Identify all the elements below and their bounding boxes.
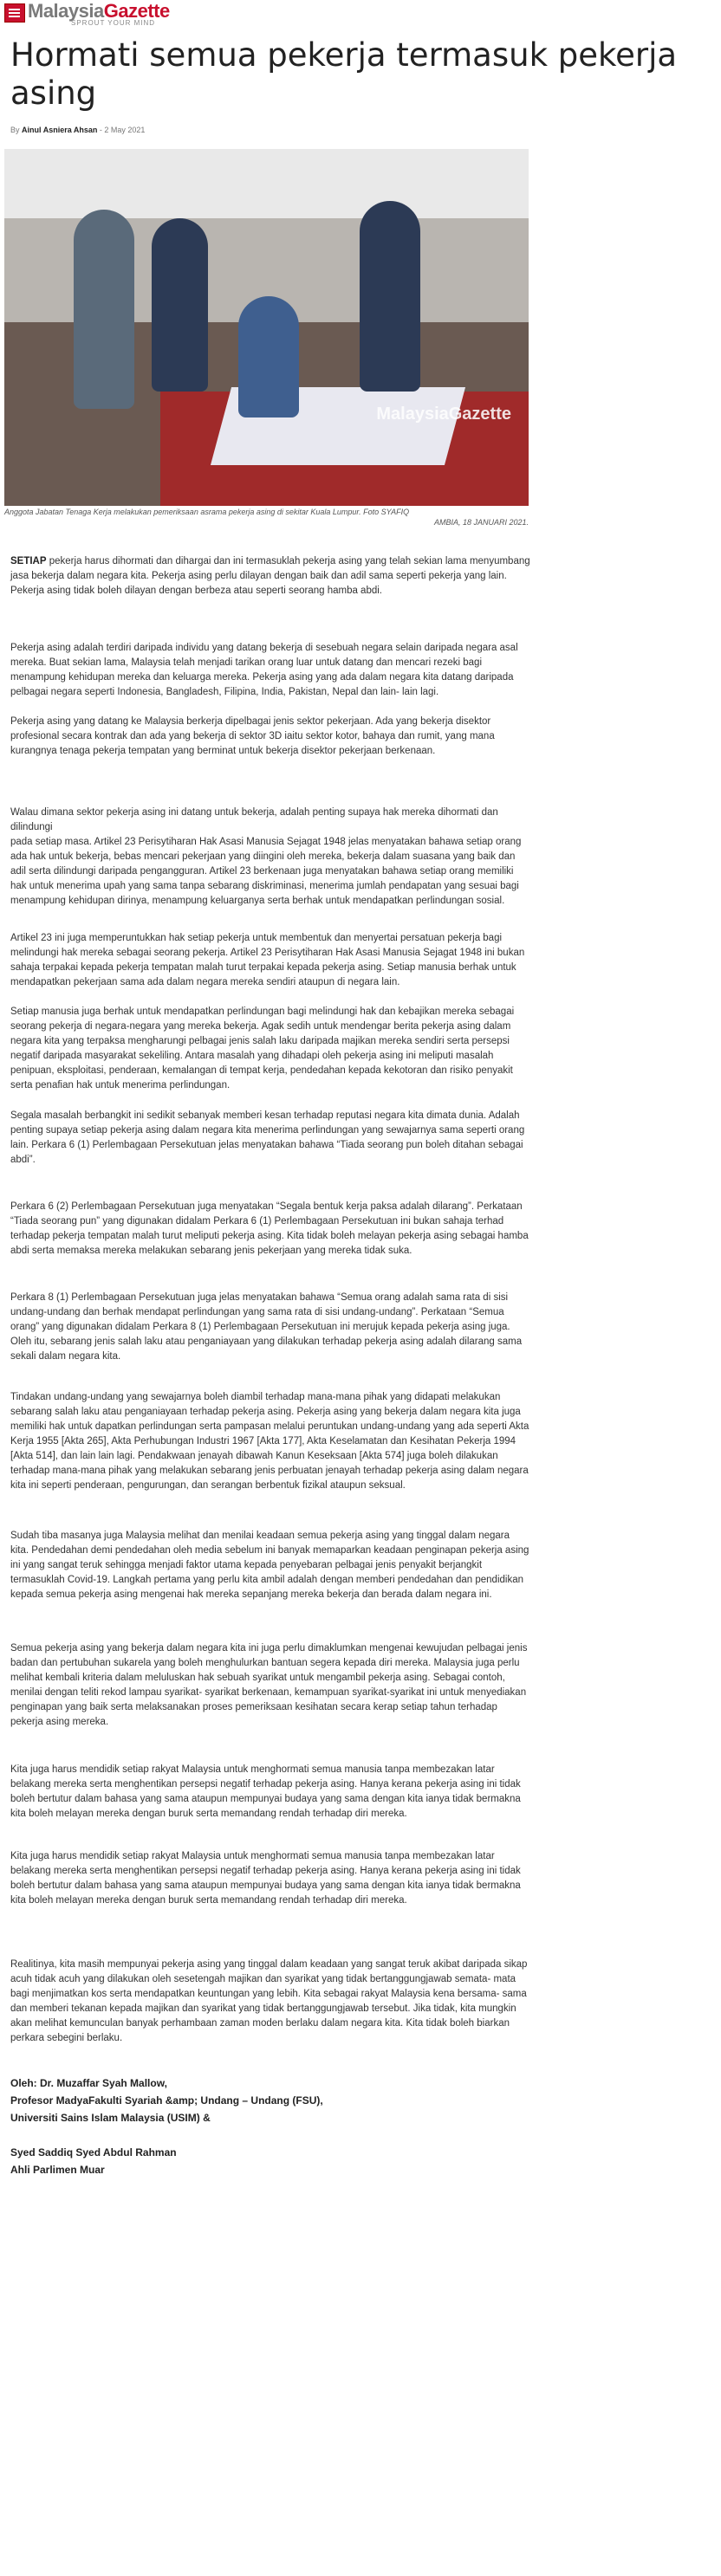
paragraph-5: Artikel 23 ini juga memperuntukkan hak setiap pekerja untuk membentuk dan menyertai persatuan pekerja bagi melindungi hak mereka sebagai seorang pekerja. Artikel 23 Perisytiharan Hak Asasi Manusia Sejagat 1948 ini bukan sahaja terpakai kepada pekerja tempatan malah turut terpakai kepada pekerja asing. Setiap manusia berhak untuk mendapatkan pekerjaan sama ada dalam negara mereka sendiri ataupun di negara lain. [10, 933, 525, 987]
paragraph-7: Segala masalah berbangkit ini sedikit sebanyak memberi kesan terhadap reputasi negara kita dimata dunia. Adalah penting supaya setiap pekerja asing dalam negara kita menerima perlindungan yang sewajarnya sama seperti orang lain. Perkara 6 (1) Perlembagaan Persekutuan jelas menyatakan bahawa “Tiada seorang pun boleh ditahan sebagai abdi”. [10, 1110, 525, 1165]
paragraph-4: Walau dimana sektor pekerja asing ini datang untuk bekerja, adalah penting supaya hak mereka dihormati dan dilindungi pada setiap masa. Artikel 23 Perisytiharan Hak Asasi Manusia Sejagat 1948 jelas menyatakan bahawa setiap orang ada hak untuk bekerja, bebas mencari pekerjaan yang diingini oleh mereka, bekerja dalam suasana yang baik dan adil serta dilindungi daripada pengangguran. Artikel 23 berkenaan juga menyatakan bahawa setiap orang memiliki hak untuk menerima upah yang sama tanpa sebarang diskriminasi, menerima jumlah pendapatan yang sesuai bagi menampung kehidupan dirinya, menampung keluarganya serta berhak untuk mendapatkan perlindungan sosial. [10, 807, 522, 906]
paragraph-2: Pekerja asing adalah terdiri daripada individu yang datang bekerja di sesebuah negara selain daripada negara asal mereka. Buat sekian lama, Malaysia telah menjadi tarikan orang luar untuk datang dan mencari rezeki bagi menampung kehidupan mereka dan keluarga mereka. Pekerja asing yang ada dalam negara kita datang daripada pelbagai negara seperti Indonesia, Bangladesh, Filipina, India, Pakistan, Nepal dan lain- lain lagi. [10, 643, 518, 697]
photo-watermark: MalaysiaGazette [376, 405, 511, 424]
article-photo [4, 149, 529, 506]
logo-icon [4, 3, 25, 23]
paragraph-12: Semua pekerja asing yang bekerja dalam negara kita ini juga perlu dimaklumkan mengenai kewujudan pelbagai jenis badan dan pertubuhan sukarela yang boleh menghulurkan bantuan segera kepada diri mereka. Malaysia juga perlu melihat kembali kriteria dalam meluluskan hak sebuah syarikat untuk mengambil pekerja asing. Sebagai contoh, menilai dengan teliti rekod lampau syarikat- syarikat berkenaan, kemampuan syarikat-syarikat ini untuk menyediakan penginapan yang baik serta melaksanakan proses pemeriksaan kesihatan secara kerap setiap tahun terhadap pekerja asing mereka. [10, 1643, 528, 1727]
signature-line-5: Ahli Parlimen Muar [10, 2164, 105, 2176]
paragraph-15: Realitinya, kita masih mempunyai pekerja asing yang tinggal dalam keadaan yang sangat teruk akibat daripada sikap acuh tidak acuh yang dilakukan oleh sesetengah majikan dan syarikat yang tidak bertanggungjawab semata- mata bagi menjimatkan kos serta mendapatkan keuntungan yang lebih. Kita sebagai rakyat Malaysia kena bersama- sama dan memberi tekanan kepada majikan dan syarikat yang tidak bertanggungjawab tersebut. Jika tidak, kita mungkin akan melihat kemunculan banyak perhambaan zaman moden berlaku dalam negara kita. Kita tidak boleh biarkan perkara sebegini berlaku. [10, 1959, 528, 2043]
paragraph-13: Kita juga harus mendidik setiap rakyat Malaysia untuk menghormati semua manusia tanpa membezakan latar belakang mereka serta menghentikan persepsi negatif terhadap pekerja asing. Hanya kerana pekerja asing ini tidak boleh bertutur dalam bahasa yang sama ataupun mempunyai budaya yang sama dengan kita ianya tidak bermakna kita boleh melayan mereka dengan buruk serta memandang rendah terhadap diri mereka. [10, 1764, 521, 1819]
paragraph-6: Setiap manusia juga berhak untuk mendapatkan perlindungan bagi melindungi hak dan kebajikan mereka sebagai seorang pekerja di negara-negara yang mereka bekerja. Agak sedih untuk mendengar berita pekerja asing dalam negara kita yang terpaksa mengharungi pelbagai jenis salah laku daripada majikan mereka sendiri serta persepsi negatif daripada masyarakat sekeliling. Antara masalah yang dihadapi oleh pekerja asing ini meliputi masalah penipuan, eksploitasi, penderaan, kemalangan di tempat kerja, pendedahan kepada kekotoran dan risiko penyakit serta penafian hak untuk menerima perlindungan. [10, 1006, 515, 1091]
signature-line-2: Profesor MadyaFakulti Syariah &amp; Undang – Undang (FSU), [10, 2094, 323, 2107]
paragraph-8: Perkara 6 (2) Perlembagaan Persekutuan juga menyatakan “Segala bentuk kerja paksa adalah dilarang”. Perkataan “Tiada seorang pun” yang digunakan didalam Perkara 6 (1) Perlembagaan Persekutuan ini bukan sahaja terhad terhadap pekerja tempatan malah turut meliputi pekerja asing. Kita tidak boleh melayan pekerja asing sebagai hamba abdi serta memaksa mereka melakukan sebarang jenis pekerjaan yang mereka tidak suka. [10, 1201, 529, 1256]
site-logo[interactable] [4, 2, 170, 33]
paragraph-9: Perkara 8 (1) Perlembagaan Persekutuan juga jelas menyatakan bahawa “Semua orang adalah sama rata di sisi undang-undang dan berhak mendapat perlindungan yang sama rata di sisi undang-undang”. Perkataan “Semua orang” yang digunakan didalam Perkara 8 (1) Perlembagaan Persekutuan ini merujuk kepada pekerja asing juga. Oleh itu, sebarang jenis salah laku atau penganiayaan yang dilakukan terhadap pekerja asing adalah dilarang sama sekali dalam negara kita. [10, 1292, 523, 1362]
byline: By Ainul Asniera Ahsan - 2 May 2021 [10, 126, 146, 134]
site-tagline: SPROUT YOUR MIND [71, 19, 156, 27]
author-link[interactable]: Ainul Asniera Ahsan [22, 126, 98, 134]
photo-caption: Anggota Jabatan Tenaga Kerja melakukan pemeriksaan asrama pekerja asing di sekitar Kuala Lumpur. Foto SYAFIQ AMBIA, 18 JANUARI 2021. [4, 508, 529, 527]
paragraph-10: Tindakan undang-undang yang sewajarnya boleh diambil terhadap mana-mana pihak yang didapati melakukan sebarang salah laku atau penganiayaan terhadap pekerja asing. Pekerja asing yang bekerja dalam negara kita juga memiliki hak untuk dapatkan perlindungan serta pampasan melalui peruntukan undang-undang yang ada seperti Akta Kerja 1955 [Akta 265], Akta Perhubungan Industri 1967 [Akta 177], Akta Keselamatan dan Kesihatan Pekerja 1994 [Akta 514], dan lain lain lagi. Pendakwaan jenayah dibawah Kanun Keseksaan [Akta 574] juga boleh dilakukan terhadap mana-mana pihak yang melakukan sebarang jenis perbuatan jenayah terhadap pekerja asing dalam negara kita ini seperti penderaan, pengurungan, dan serangan berbentuk fizikal ataupun seksual. [10, 1392, 529, 1491]
logo-wordmark: MalaysiaGazette [28, 0, 170, 22]
paragraph-14: Kita juga harus mendidik setiap rakyat Malaysia untuk menghormati semua manusia tanpa membezakan latar belakang mereka serta menghentikan persepsi negatif terhadap pekerja asing. Hanya kerana pekerja asing ini tidak boleh bertutur dalam bahasa yang sama ataupun mempunyai budaya yang sama dengan kita ianya tidak bermakna kita boleh melayan mereka dengan buruk serta memandang rendah terhadap diri mereka. [10, 1851, 521, 1906]
paragraph-3: Pekerja asing yang datang ke Malaysia berkerja dipelbagai jenis sektor pekerjaan. Ada yang bekerja disektor profesional secara kontrak dan ada yang bekerja di sektor 3D iaitu sektor kotor, bahaya dan rumit, yang mana kurangnya tenaga pekerja tempatan yang berminat untuk bekerja disektor pekerjaan berkenaan. [10, 716, 495, 756]
signature-line-4: Syed Saddiq Syed Abdul Rahman [10, 2146, 177, 2159]
signature-line-1: Oleh: Dr. Muzaffar Syah Mallow, [10, 2077, 167, 2089]
publish-date: - 2 May 2021 [99, 126, 146, 134]
signature-line-3: Universiti Sains Islam Malaysia (USIM) & [10, 2112, 211, 2124]
paragraph-11: Sudah tiba masanya juga Malaysia melihat dan menilai keadaan semua pekerja asing yang tinggal dalam negara kita. Pendedahan demi pendedahan oleh media sebelum ini banyak memaparkan keadaan penginapan pekerja asing ini yang sangat teruk sehingga menjadi faktor utama kepada penyebaran pelbagai jenis penyakit berjangkit termasuklah Covid-19. Langkah pertama yang perlu kita ambil adalah dengan memberi pendedahan dan pendidikan kepada semua pekerja asing mengenai hak mereka sepanjang mereka bekerja dan berada dalam negara ini. [10, 1531, 529, 1600]
paragraph-1: SETIAP pekerja harus dihormati dan dihargai dan ini termasuklah pekerja asing yang telah sekian lama menyumbang jasa bekerja dalam negara kita. Pekerja asing perlu dilayan dengan baik dan adil sama seperti pekerja yang lain. Pekerja asing tidak boleh dilayan dengan berbeza atau seperti seorang hamba abdi. [10, 556, 530, 596]
article-title: Hormati semua pekerja termasuk pekerja asing [10, 36, 678, 112]
